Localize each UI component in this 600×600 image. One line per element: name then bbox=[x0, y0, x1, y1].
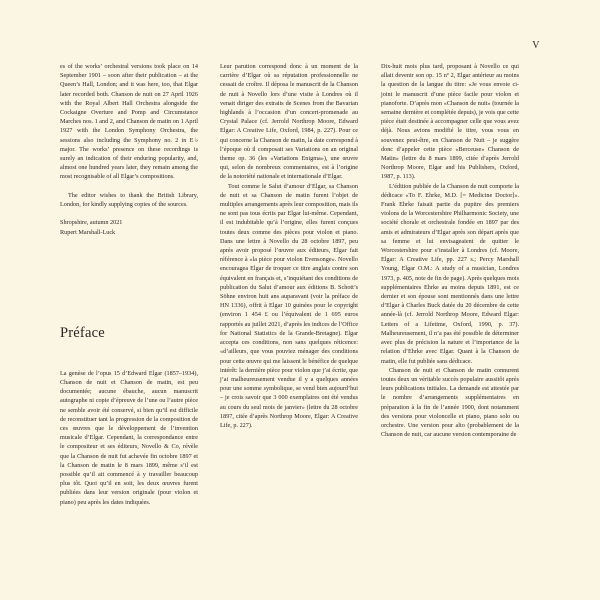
paragraph: The editor wishes to thank the British Library, London, for kindly supplying copies of the sources. bbox=[60, 191, 198, 209]
paragraph: Dix-huit mois plus tard, proposant à Novello ce qui allait devenir son op. 15 nº 2, Elgar antérieur au moins la question de la langue du titre: «Je vous envoie ci-joint le manuscrit d’une pièce facile pour violon et pianoforte. D’après mon «Chanson de nuit» (tournée la semaine dernière et complétée depuis), je vois que cette pièce était destinée à accompagner celle que vous avez déjà. Nous avions modifié le titre, vous vous en souvenez peut-être, en Chanson de Nuit – je suggère donc d’appeler cette pièce «Berceuse» Chanson de Matin» (lettre du 8 mars 1899, citée d’après Jerrold Northrop Moore, Elgar and his Publishers, Oxford, 1987, p. 113). bbox=[381, 63, 519, 181]
page-number: V bbox=[532, 40, 540, 51]
column-3 bbox=[381, 62, 519, 439]
place-date: Shropshire, autumn 2021 bbox=[60, 219, 123, 227]
paragraph: L’édition publiée de la Chanson de nuit comporte la dédicace «To F. Ehrke, M.D. [= Medicine Doctor]». Frank Ehrke faisait partie du pupitre des premiers violons de la Worcestershire Philharmonic Society, une société chorale et orchestrale fondée en 1897 par des amis et admirateurs d’Elgar après son départ après que sa femme et lui envisageaient de quitter le Worcestershire pour s’installer à Londres (cf. Moore, Elgar: A Creative Life, pp. 227 s.; Percy Marshall Young, Elgar O.M.: A study of a musician, Londres 1973, p. 405, note de fin de page). Après quelques mois supplémentaires Ehrke au moins depuis 1891, est ce dernier et son épouse sont mentionnés dans une lettre d’Elgar à Charles Buck datée du 20 décembre de cette année-là (cf. Jerrold Northrop Moore, Edward Elgar: Letters of a Lifetime, Oxford, 1990, p. 37). Malheureusement, il n’a pas été possible de déterminer avec plus de précision la nature et l’importance de la relation d’Ehrke avec Elgar. Quant à la Chanson de matin, elle fut publiée sans dédicace. bbox=[381, 182, 519, 365]
paragraph: Tout comme le Salut d’amour d’Elgar, sa Chanson de nuit et sa Chanson de matin furent l’objet de multiples arrangements après leur composition, mais ils ne sont pas tous écrits par Elgar lui-même. Cependant, il est indubitable qu’à l’origine, elles furent conçues toutes deux comme des pièces pour violon et piano. Dans une lettre à Novello du 28 octobre 1897, peu après avoir proposé l’œuvre aux éditeurs, Elgar fait référence à «la pièce pour violon Evensonge». Novello encouragea Elgar de troquer ce titre anglais contre son équivalent en français et, s’inquiétant des conditions de publication du Salut d’amour aux éditions B. Schott’s Söhne environ huit ans auparavant (voir la préface de HN 1336), offrit à Elgar 10 guinées pour le copyright (environ 1 454 £ ou l’équivalent de 1 695 euros rapportés au juillet 2021, d’après les indices de l’Office for National Statistics de la Grande-Bretagne). Elgar accepta ces conditions, non sans quelques réticence: «d’ailleurs, que vous pouviez ménager des conditions pour cette œuvre qui me laissent le bénéfice de quelque intérêt: la dernière pièce pour violon que j’ai écrite, que j’ai malheureusement vendue il y a quelques années pour une somme symbolique, se vend bien aujourd’hui – je crois savoir que 3 000 exemplaires ont été vendus au cours du seul mois de janvier» (lettre du 28 octobre 1897, citée d’après Northrop Moore, Elgar: A Creative Life, p. 227). bbox=[220, 182, 358, 429]
column-2 bbox=[220, 62, 358, 430]
paragraph: Leur parution correspond donc à un moment de la carrière d’Elgar où sa réputation professionnelle ne cessait de croître. Il déposa le manuscrit de la Chanson de nuit à Novello lors d’une visite à Londres où il venait diriger des extraits de Scenes from the Bavarian highlands à l’occasion d’un concert-promenade au Crystal Palace (cf. Jerrold Northrop Moore, Edward Elgar: A Creative Life, Oxford, 1984, p. 227). Pour ce qui concerne la Chanson de matin, la date correspond à l’époque où il composait ses Variations on an original theme op. 36 (les «Variations Enigma»), une œuvre qui, selon de nombreux commentaires, est à l’origine de la notoriété nationale et internationale d’Elgar. bbox=[220, 63, 358, 181]
paragraph: La genèse de l’opus 15 d’Edward Elgar (1857–1934), Chanson de nuit et Chanson de matin, est peu documentée; aucune ébauche, aucun manuscrit autographe ni copie d’épreuve de l’une ou l’autre pièce ne semble avoir été conservé, si bien qu’il est difficile de reconstituer tant la progression de la composition de ces œuvres que le développement de l’invention musicale d’Elgar. Cependant, la correspondance entre le compositeur et ses éditeurs, Novello & Co, révèle que la Chanson de nuit fut achevée fin octobre 1897 et la Chanson de matin le 8 mars 1899, même s’il est possible qu’il ait commencé à y travailler beaucoup plus tôt. Quoi qu’il en soit, les deux œuvres furent publiées dans leur version originale (pour violon et piano) peu après les dates indiquées. bbox=[60, 369, 198, 506]
author-signature: Rupert Marshall-Luck bbox=[60, 228, 116, 236]
paragraph: Chanson de nuit et Chanson de matin connurent toutes deux un véritable succès populaire aussitôt après leurs publications initiales. La demande est attestée par le nombre d’arrangements supplémentaires en préparation à la fin de l’année 1900, dont notamment des versions pour violoncelle et piano, piano solo ou orchestre. Une version pour alto (probablement de la Chanson de nuit, car aucune version contemporaine de bbox=[381, 366, 519, 439]
paragraph: es of the works’ orchestral versions took place on 14 September 1901 – soon after their publication – at the Queen’s Hall, London; and it was here, too, that Elgar later recorded both. Chanson de nuit on 27 April 1926 with the Royal Albert Hall Orchestra alongside the Cockaigne Overture and Pomp and Circumstance Marches nos. 1 and 2, and Chanson de matin on 1 April 1927 with the London Symphony Orchestra, the sessions also including the Symphony no. 2 in E♭ major. The works’ presence on these recordings is surely an indication of their enduring popularity, and, almost one hundred years later, they remain among the most recognisable of all Elgar’s compositions. bbox=[60, 63, 198, 181]
column-1 bbox=[60, 62, 198, 507]
section-heading: Préface bbox=[60, 324, 105, 341]
